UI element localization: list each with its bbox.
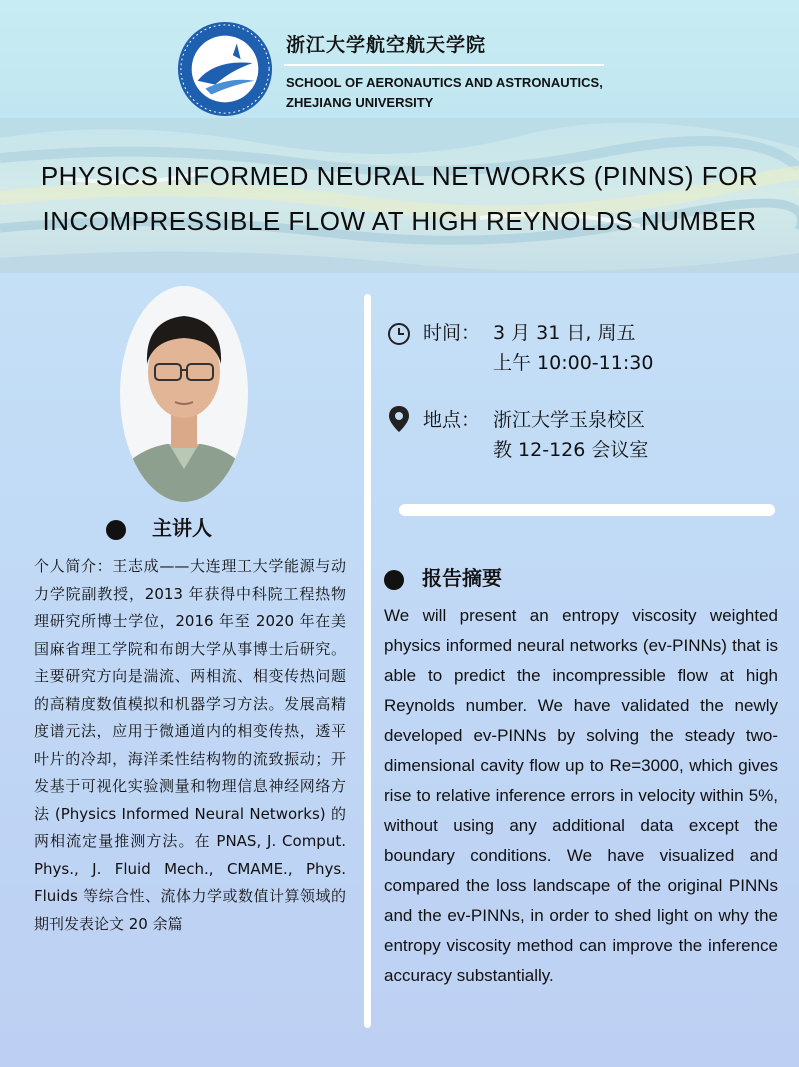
time-value — [493, 318, 653, 378]
school-name-cn: 浙江大学航空航天学院 — [286, 34, 487, 56]
school-name-en-line2: ZHEJIANG UNIVERSITY — [286, 95, 434, 110]
abstract-heading — [384, 562, 502, 591]
presenter-photo — [117, 284, 251, 506]
abstract-heading-label: 报告摘要 — [422, 566, 502, 590]
column-divider — [364, 294, 371, 1028]
school-seal-logo — [176, 20, 274, 118]
header-divider — [284, 64, 604, 66]
talk-title-line2: INCOMPRESSIBLE FLOW AT HIGH REYNOLDS NUMBER — [42, 206, 757, 236]
section-divider-bar — [399, 504, 775, 516]
header — [0, 0, 799, 118]
abstract-text: We will present an entropy viscosity weighted physics informed neural networks (ev-PINNs) that is able to predict the incompressible flow at high Reynolds number. We have validated the newly developed ev-PINNs by solving the steady two-dimensional cavity flow up to Re=3000, which gives rise to relative inference errors in velocity within 5%, without using any additional data except the boundary conditions. We have visualized and compared the loss landscape of the original PINNs and the ev-PINNs, in order to shed light on why the entropy viscosity method can improve the inference accuracy substantially. — [384, 606, 778, 985]
presenter-bio: 个人简介：王志成——大连理工大学能源与动力学院副教授，2013 年获得中科院工程热物理研究所博士学位，2016 年至 2020 年在美国麻省理工学院和布朗大学从事博士后研究。主要研究方向是湍流、两相流、相变传热问题的高精度数值模拟和机器学习方法。发展高精度谱元法，应用于微通道内的相变传热，透平叶片的冷却，海洋柔性结构物的流致振动；开发基于可视化实验测量和物理信息神经网络方法 (Physics Informed Neural Networks) 的两相流定量推测方法。在 PNAS, J. Comput. Phys., J. Fluid Mech., CMAME., Phys. Fluids 等综合性、流体力学或数值计算领域的期刊发表论文 20 余篇 — [34, 557, 346, 933]
place-campus: 浙江大学玉泉校区 — [493, 409, 646, 431]
location-pin-icon — [387, 405, 411, 433]
school-name-en-line1: SCHOOL OF AERONAUTICS AND ASTRONAUTICS, — [286, 75, 603, 90]
time-date: 3 月 31 日, 周五 — [493, 322, 636, 344]
talk-title-line1: PHYSICS INFORMED NEURAL NETWORKS (PINNS) FOR — [40, 161, 759, 191]
bullet-icon — [106, 520, 126, 540]
bullet-icon — [384, 570, 404, 590]
place-label: 地点： — [423, 409, 481, 431]
time-label: 时间： — [423, 322, 481, 344]
talk-title — [0, 154, 799, 244]
time-hours: 上午 10:00-11:30 — [493, 352, 654, 374]
presenter-heading-label: 主讲人 — [152, 516, 212, 540]
place-room: 教 12-126 会议室 — [493, 439, 649, 461]
clock-icon — [387, 320, 411, 348]
school-name-en — [286, 73, 603, 113]
presenter-heading — [106, 512, 212, 541]
place-value — [493, 405, 648, 465]
